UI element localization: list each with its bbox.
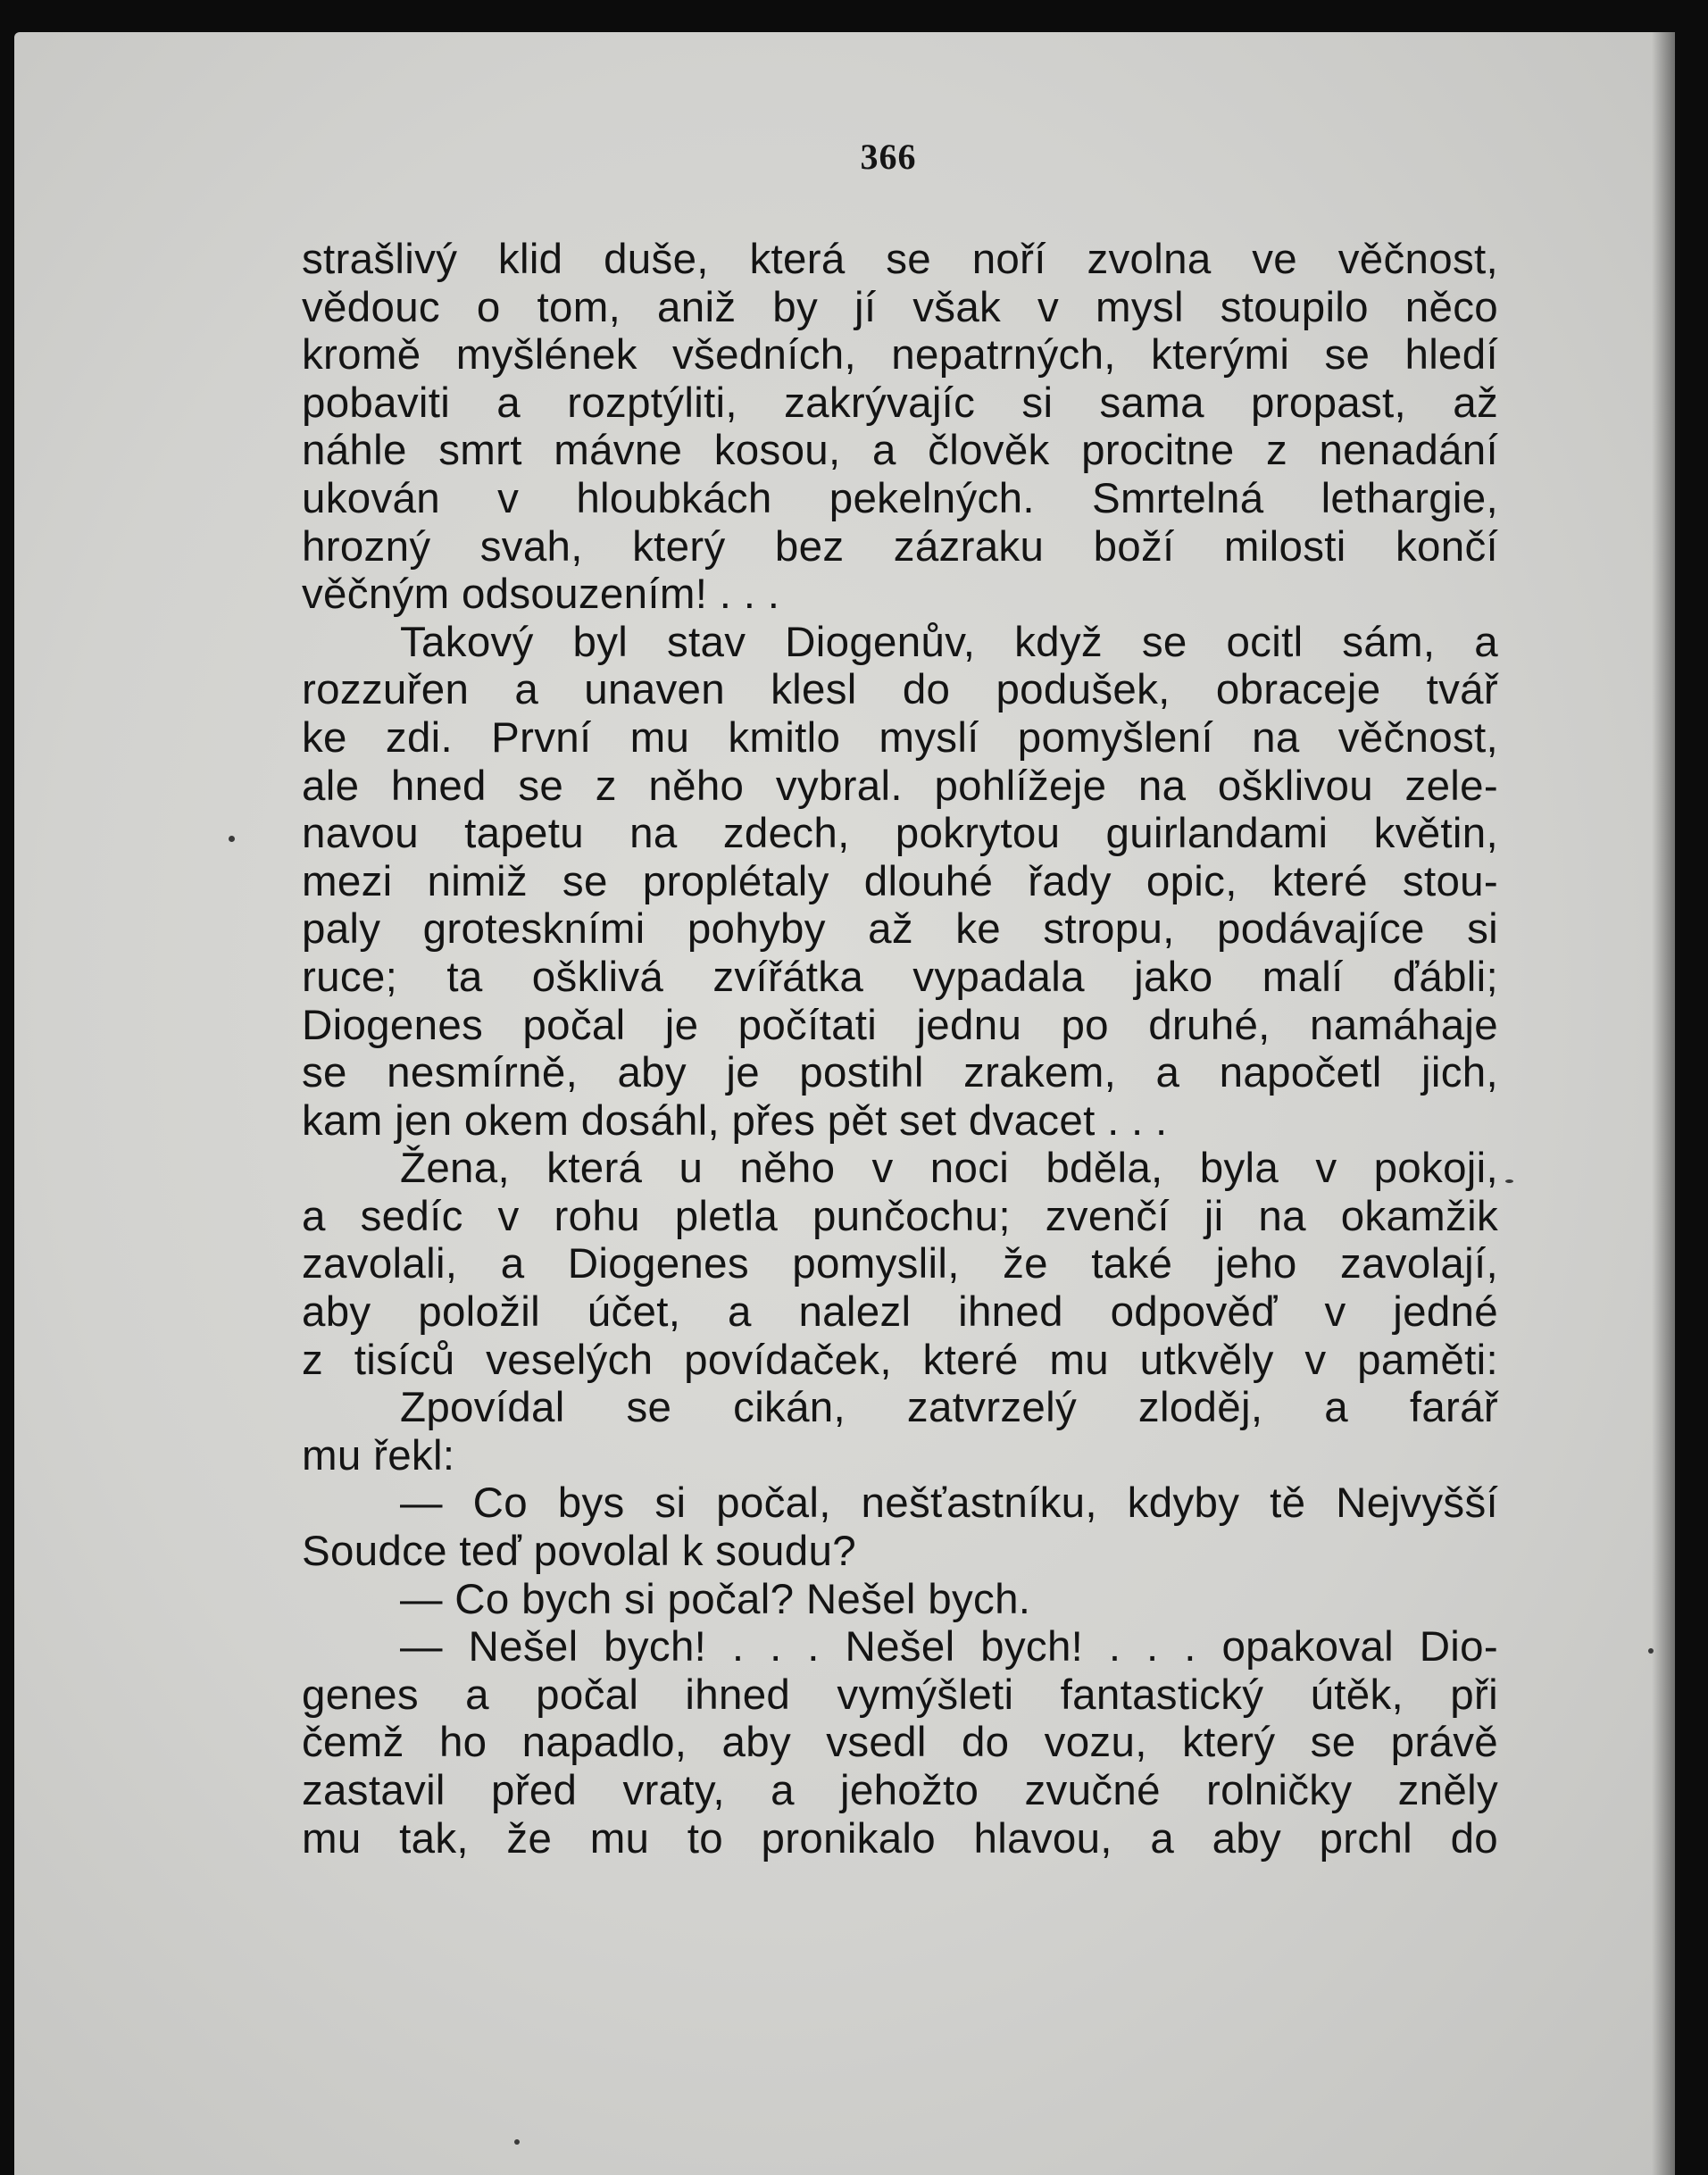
text-line: strašlivý klid duše, která se noří zvolna ve věčnost, (302, 236, 1498, 283)
text-line: kromě myšlének všedních, nepatrných, kterými se hledí (302, 331, 1498, 379)
page-edge-shadow (1652, 32, 1675, 2175)
text-line: z tisíců veselých povídaček, které mu utkvěly v paměti: (302, 1336, 1498, 1384)
text-line: hrozný svah, který bez zázraku boží milosti končí (302, 522, 1498, 571)
text-line: Soudce teď povolal k soudu? (302, 1528, 856, 1576)
text-line: paly groteskními pohyby až ke stropu, podávajíce si (302, 905, 1498, 954)
text-line: a sedíc v rohu pletla punčochu; zvenčí ji na okamžik (302, 1192, 1498, 1240)
text-line: čemž ho napadlo, aby vsedl do vozu, který se právě (302, 1719, 1498, 1767)
text-line: Takový byl stav Diogenův, když se ocitl sám, a (400, 618, 1498, 666)
text-line: zavolali, a Diogenes pomyslil, že také jeho zavolají, (302, 1240, 1498, 1288)
text-line: aby položil účet, a nalezl ihned odpověď v jedné (302, 1288, 1498, 1337)
text-line: ke zdi. První mu kmitlo myslí pomyšlení na věčnost, (302, 713, 1498, 762)
text-line: kam jen okem dosáhl, přes pět set dvacet . . . (302, 1096, 1168, 1145)
text-line: Žena, která u něho v noci bděla, byla v pokoji, (400, 1145, 1498, 1193)
scan-speck (229, 836, 235, 842)
text-line: pobaviti a rozptýliti, zakrývajíc si sama propast, až (302, 379, 1498, 427)
text-line: věčným odsouzením! . . . (302, 571, 780, 619)
text-line: zastavil před vraty, a jehožto zvučné rolničky zněly (302, 1767, 1498, 1814)
text-line: náhle smrt mávne kosou, a člověk procitne z nenadání (302, 427, 1498, 475)
text-line: rozzuřen a unaven klesl do podušek, obraceje tvář (302, 666, 1498, 714)
text-line: ruce; ta ošklivá zvířátka vypadala jako malí ďábli; (302, 953, 1498, 1001)
page-number: 366 (860, 137, 917, 177)
text-line: Zpovídal se cikán, zatvrzelý zloděj, a farář (400, 1384, 1498, 1432)
text-line: se nesmírně, aby je postihl zrakem, a napočetl jich, (302, 1049, 1498, 1097)
text-line: Diogenes počal je počítati jednu po druhé, namáhaje (302, 1001, 1498, 1049)
text-line: navou tapetu na zdech, pokrytou guirlandami květin, (302, 810, 1498, 858)
scan-speck (514, 2139, 520, 2145)
scan-speck (1505, 1179, 1513, 1183)
text-line: ukován v hloubkách pekelných. Smrtelná lethargie, (302, 474, 1498, 522)
text-line: genes a počal ihned vymýšleti fantastický útěk, při (302, 1671, 1498, 1719)
text-line: — Nešel bych! . . . Nešel bych! . . . opakoval Dio- (400, 1623, 1498, 1671)
text-line: mu tak, že mu to pronikalo hlavou, a aby prchl do (302, 1814, 1498, 1862)
text-line: ale hned se z něho vybral. pohlížeje na ošklivou zele- (302, 762, 1498, 810)
text-line: — Co bych si počal? Nešel bych. (400, 1575, 1031, 1623)
text-line: mu řekl: (302, 1431, 455, 1479)
text-line: mezi nimiž se proplétaly dlouhé řady opic, které stou- (302, 857, 1498, 905)
text-line: vědouc o tom, aniž by jí však v mysl stoupilo něco (302, 283, 1498, 331)
body-text (302, 236, 1498, 1862)
scan-speck (1648, 1648, 1654, 1654)
text-line: — Co bys si počal, nešťastníku, kdyby tě Nejvyšší (400, 1479, 1498, 1528)
